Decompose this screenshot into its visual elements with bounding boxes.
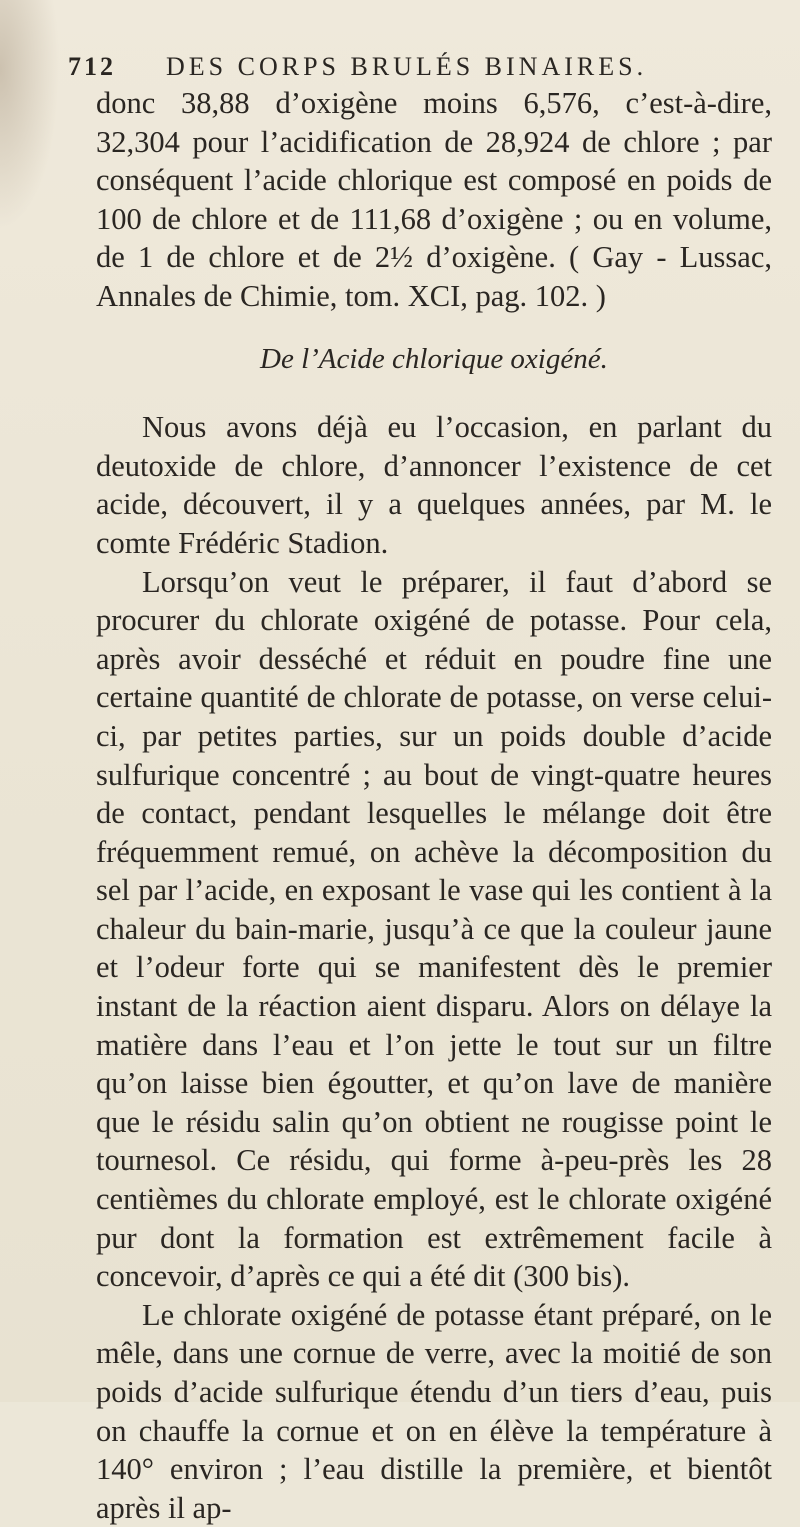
page-number: 712 [68, 52, 116, 81]
paragraph: Lorsqu’on veut le préparer, il faut d’abord se procurer du chlorate oxigéné de potasse. Pour cela, après avoir desséché et réduit en poudre fine une certaine quantité de chlorate de potasse, on verse celui-ci, par petites parties, sur un poids double d’acide sulfurique concentré ; au bout de vingt-quatre heures de contact, pendant lesquelles le mélange doit être fréquemment remué, on achève la décomposition du sel par l’acide, en exposant le vase qui les contient à la chaleur du bain-marie, jusqu’à ce que la couleur jaune et l’odeur forte qui se manifestent dès le premier instant de la réaction aient disparu. Alors on délaye la matière dans l’eau et l’on jette le tout sur un filtre qu’on laisse bien égoutter, et qu’on lave de manière que le résidu salin qu’on obtient ne rougisse point le tournesol. Ce résidu, qui forme à-peu-près les 28 centièmes du chlorate employé, est le chlorate oxigéné pur dont la formation est extrêmement facile à concevoir, d’après ce qui a été dit (300 bis). [96, 564, 772, 1294]
section-title: De l’Acide chlorique oxigéné. [260, 342, 608, 375]
page-edge-shadow [0, 0, 60, 230]
page-header [68, 52, 768, 86]
paragraph: Nous avons déjà eu l’occasion, en parlant du deutoxide de chlore, d’annoncer l’existence de cet acide, découvert, il y a quelques années, par M. le comte Frédéric Stadion. [96, 410, 772, 560]
running-head: DES CORPS BRULÉS BINAIRES. [166, 52, 648, 81]
paragraph: Le chlorate oxigéné de potasse étant préparé, on le mêle, dans une cornue de verre, avec la moitié de son poids d’acide sulfurique étendu d’un tiers d’eau, puis on chauffe la cornue et on en élève la température à 140° environ ; l’eau distille la première, et bientôt après il ap- [96, 1297, 772, 1525]
body-text [96, 84, 772, 1527]
paragraph-continued: donc 38,88 d’oxigène moins 6,576, c’est-à-dire, 32,304 pour l’acidification de 28,924 de chlore ; par conséquent l’acide chlorique est composé en poids de 100 de chlore et de 111,68 d’oxigène ; ou en volume, de 1 de chlore et de 2½ d’oxigène. ( Gay - Lussac, Annales de Chimie, tom. XCI, pag. 102. ) [96, 86, 772, 313]
